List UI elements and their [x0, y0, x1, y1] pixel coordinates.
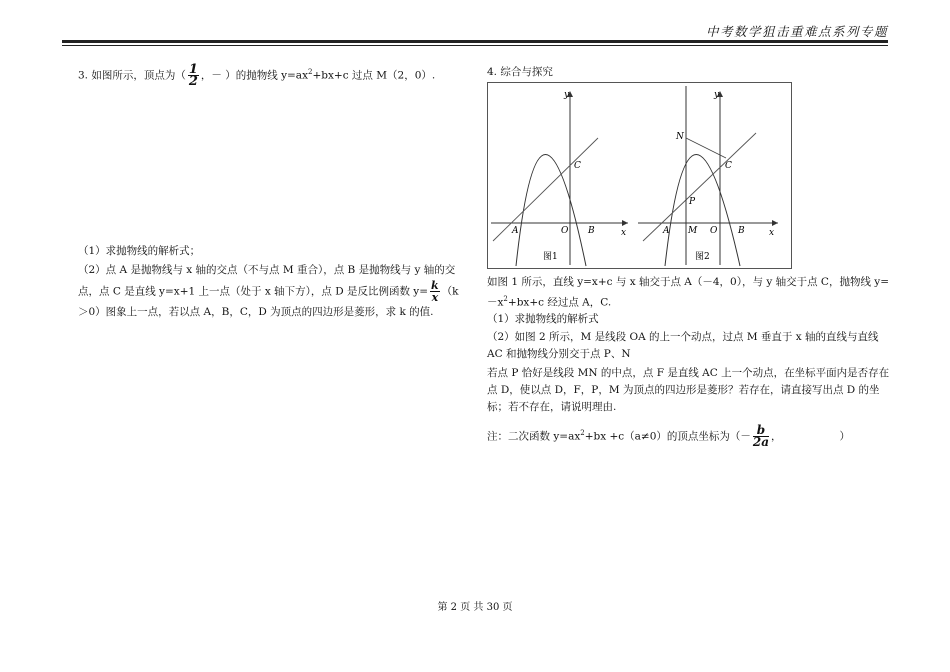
q4-title: 4. 综合与探究 — [487, 66, 553, 78]
fig2-label-b: B — [738, 226, 745, 236]
fig1-caption: 图1 — [543, 252, 558, 262]
q3-frac-den: 2 — [188, 74, 198, 89]
q4-part3: 若点 P 恰好是线段 MN 的中点，点 F 是直线 AC 上一个动点，在坐标平面内是否存在点 D，使以点 D，F，P，M 为顶点的四边形是菱形？若存在，请直接写出点 D 的坐标；若不存在，请说明理由. — [487, 367, 890, 413]
fig1-x-arrow — [622, 220, 628, 226]
fig1-label-x: x — [621, 228, 627, 238]
q3-part2-text-b: （k＞0）图象上一点，若以点 A，B，C，D 为顶点的四边形是菱形，求 k 的值. — [78, 285, 459, 318]
q4-paragraph-1 — [487, 274, 891, 312]
fig2-line — [643, 133, 756, 241]
page-footer: 第 2 页 共 30 页 — [437, 602, 513, 613]
fig1-label-b: B — [588, 226, 595, 236]
q3-intro — [78, 64, 468, 87]
header-rule — [62, 40, 888, 43]
fig2-label-y: y — [714, 90, 720, 100]
q3-intro-text-a: 3. 如图所示，顶点为（ — [78, 69, 186, 82]
fig2-label-x: x — [769, 228, 775, 238]
fig1-line — [493, 138, 598, 241]
fig2-label-a: A — [663, 226, 670, 236]
fig2-label-c: C — [725, 161, 732, 171]
fig2-label-m: M — [688, 226, 698, 236]
q4-note-text-c: ， — [771, 430, 782, 443]
q4-note-fraction — [753, 425, 769, 448]
q4-note-text-d: ） — [839, 430, 851, 443]
q4-note-text-a: 注：二次函数 y=ax — [487, 430, 581, 443]
figure-1 — [491, 90, 628, 266]
q3-kx-den: x — [431, 291, 439, 304]
q3-intro-text-b: ，－ ）的抛物线 y=ax — [200, 69, 308, 82]
q3-vertex-fraction — [188, 64, 199, 87]
fig1-label-o: O — [561, 226, 569, 236]
q3-part1: （1）求抛物线的解析式； — [78, 245, 201, 257]
figure-2 — [638, 86, 778, 266]
q3-kx-fraction — [430, 280, 440, 303]
fig2-x-arrow — [772, 220, 778, 226]
q3-part2-text-a: （2）点 A 是抛物线与 x 轴的交点（不与点 M 重合），点 B 是抛物线与 y 轴的交点，点 C 是直线 y=x+1 上一点（处于 x 轴下方），点 D 是反比例函数 y= — [78, 264, 456, 298]
q3-intro-text-c: +bx+c 过点 M（2，0）. — [312, 69, 436, 82]
q4-note — [487, 425, 891, 448]
fig1-parabola — [516, 155, 586, 267]
q4-part1: （1）求抛物线的解析式 — [487, 313, 599, 325]
q4-note-frac-den: 2a — [752, 435, 770, 449]
header-title: 中考数学狙击重难点系列专题 — [705, 24, 888, 39]
q4-figure-svg — [488, 83, 791, 268]
q4-p1-sup: 2 — [503, 295, 508, 303]
q4-part2: （2）如图 2 所示，M 是线段 OA 的上一个动点，过点 M 垂直于 x 轴的直线与直线 AC 和抛物线分别交于点 P、N — [487, 331, 879, 360]
q3-kx-num: k — [431, 279, 439, 292]
fig2-label-n: N — [676, 132, 684, 142]
fig2-label-o: O — [710, 226, 718, 236]
q3-frac-num: 1 — [188, 62, 198, 77]
q4-p1-text-a: 如图 1 所示，直线 y=x+c 与 x 轴交于点 A（－4，0），与 y 轴交于点 C，抛物线 y=－x — [487, 276, 890, 309]
q4-note-frac-num: b — [753, 425, 769, 437]
q3-part2 — [78, 261, 468, 322]
header-rule-thin — [62, 45, 888, 46]
fig2-label-p: P — [689, 197, 696, 207]
fig2-parabola — [665, 155, 740, 267]
q4-note-text-b: +bx +c（a≠0）的顶点坐标为（－ — [584, 430, 751, 443]
q4-note-sup: 2 — [580, 429, 585, 437]
q3-intro-sup: 2 — [308, 68, 313, 76]
q4-p1-text-b: +bx+c 经过点 A，C. — [507, 296, 612, 309]
fig1-label-c: C — [574, 161, 581, 171]
fig1-label-a: A — [512, 226, 519, 236]
fig2-caption: 图2 — [695, 252, 710, 262]
fig1-label-y: y — [564, 90, 570, 100]
q4-figure — [487, 82, 792, 269]
